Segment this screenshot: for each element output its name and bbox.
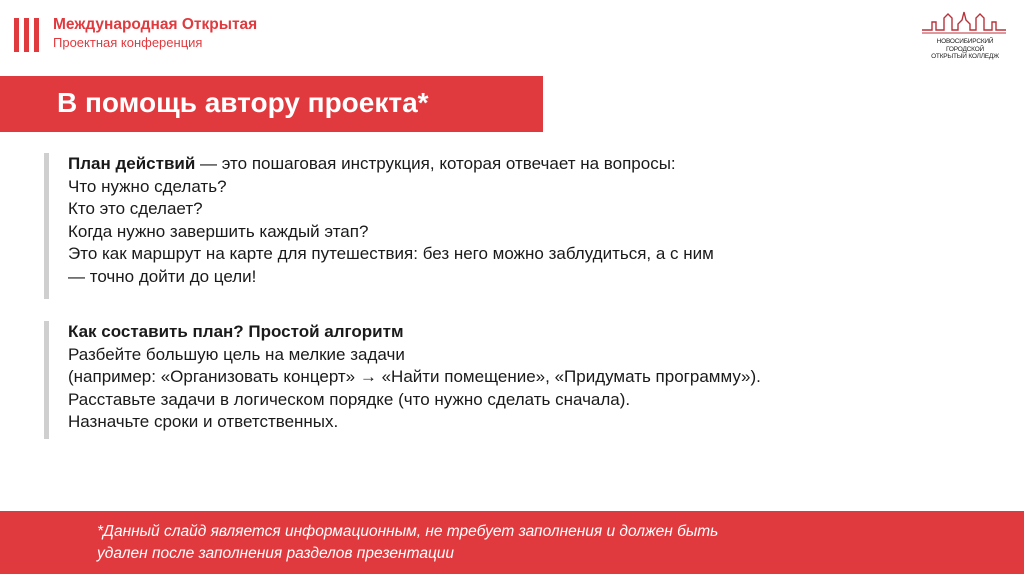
algorithm-step: Разбейте большую цель на мелкие задачи (68, 344, 405, 364)
algorithm-block (44, 321, 761, 439)
brand-subtitle: Проектная конференция (53, 35, 203, 50)
action-plan-term: План действий (68, 154, 196, 173)
logo-line1: НОВОСИБИРСКИЙ ГОРОДСКОЙ (936, 38, 994, 53)
analogy-line: Это как маршрут на карте для путешествия: без него можно заблудиться, а с ним (68, 244, 714, 263)
analogy-line-end: — точно дойти до цели! (68, 266, 257, 286)
footer-note-line2: удален после заполнения разделов презентации (97, 545, 455, 562)
brand-title: Международная Открытая (53, 16, 258, 33)
conference-brand (14, 16, 257, 56)
logo-line2: ОТКРЫТЫЙ КОЛЛЕДЖ (931, 53, 999, 60)
block-divider (44, 321, 49, 439)
slide-title: В помощь автору проекта* (57, 87, 429, 118)
brand-text (53, 16, 257, 51)
action-plan-definition (68, 153, 714, 176)
algorithm-step: Назначьте сроки и ответственных. (68, 412, 339, 431)
footer-note (97, 521, 718, 565)
algorithm-step: Расставьте задачи в логическом порядке (что нужно сделать сначала). (68, 389, 631, 409)
college-logo-text (926, 38, 1004, 61)
algorithm-heading-text: Как составить план? Простой алгоритм (68, 322, 404, 341)
brand-bars-icon (14, 18, 39, 52)
question-what: Что нужно сделать? (68, 176, 227, 196)
algorithm-example: (например: «Организовать концерт» → «Найти помещение», «Придумать программу»). (68, 367, 761, 386)
action-plan-definition-text: — это пошаговая инструкция, которая отвечает на вопросы: (195, 154, 676, 173)
question-who: Кто это сделает? (68, 199, 203, 218)
question-when: Когда нужно завершить каждый этап? (68, 221, 369, 241)
algorithm-heading (68, 321, 761, 344)
block-divider (44, 153, 49, 299)
footer-note-line1: *Данный слайд является информационным, не требует заполнения и должен быть (97, 523, 719, 540)
action-plan-block (44, 153, 714, 299)
